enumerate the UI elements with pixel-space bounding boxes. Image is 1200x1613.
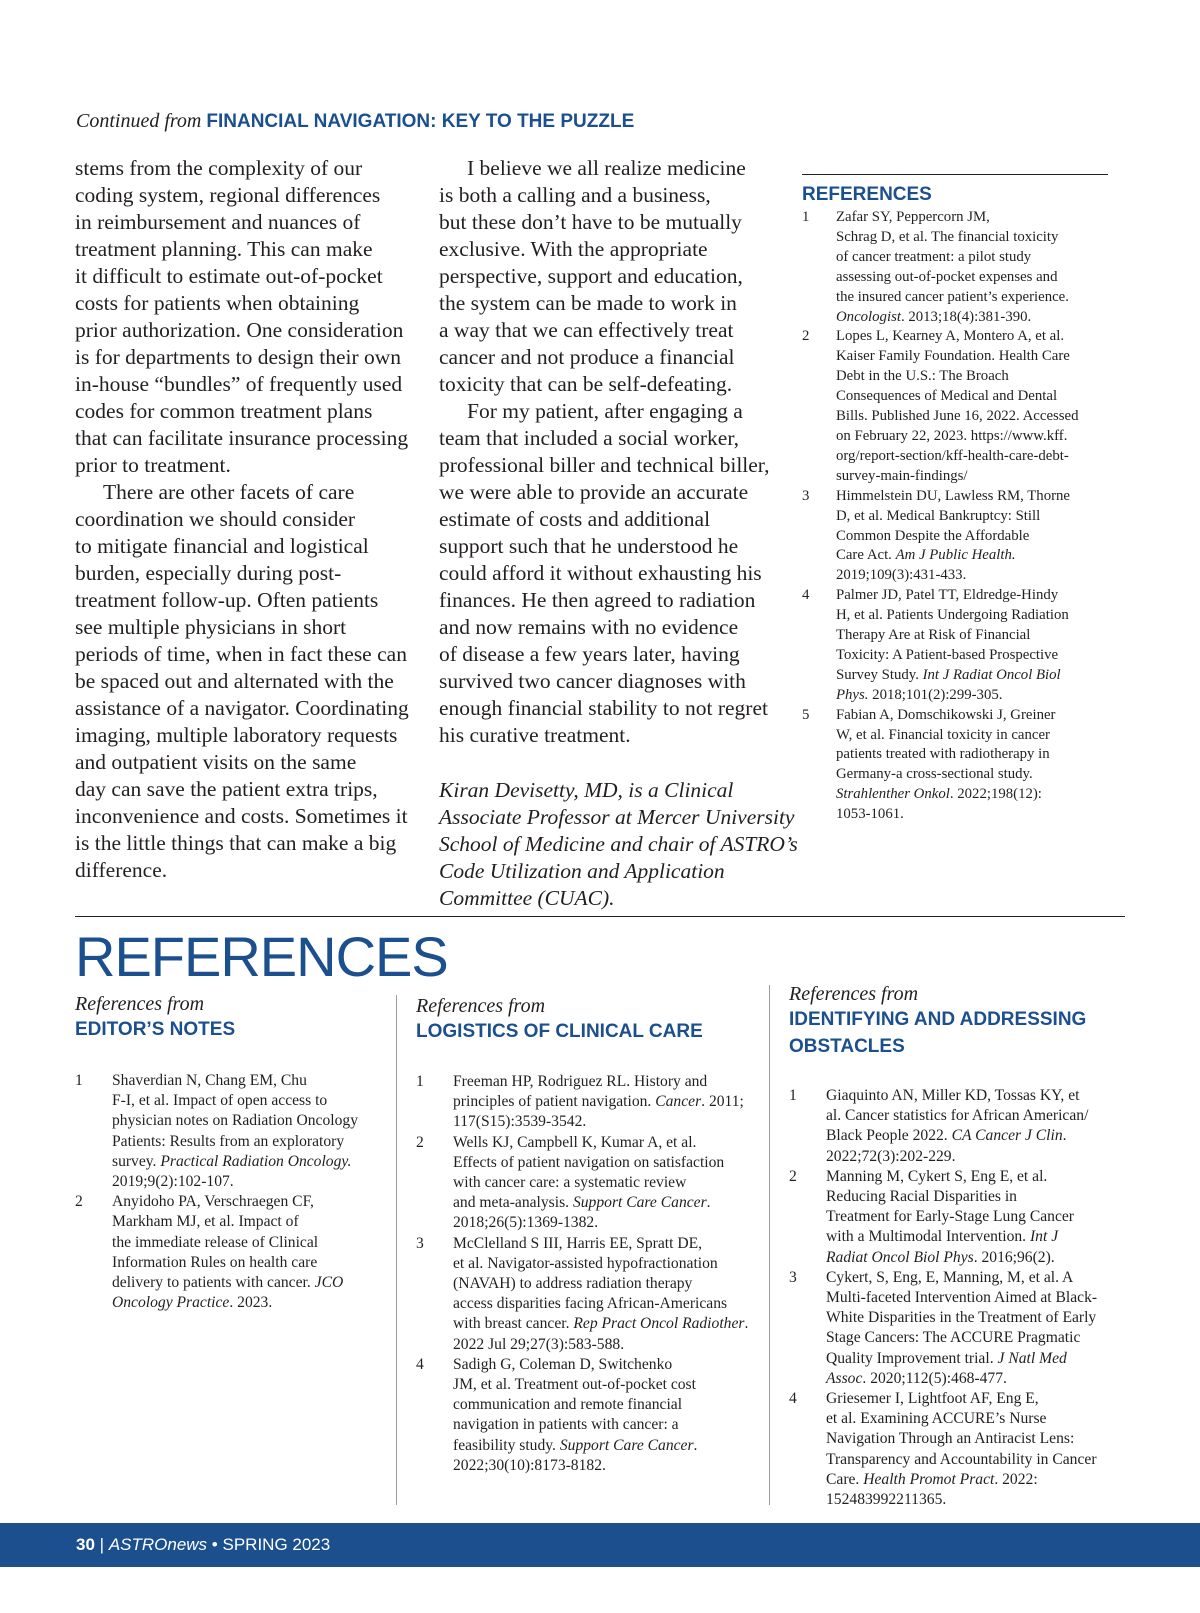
text-line: it difficult to estimate out-of-pocket — [75, 264, 383, 288]
reference-line: on February 22, 2023. https://www.kff. — [836, 427, 1068, 444]
text-line: that can facilitate insurance processing — [75, 426, 409, 450]
text-line: in-house “bundles” of frequently used — [75, 372, 403, 396]
journal-name: Phys. — [836, 686, 869, 703]
reference-line: survey. Practical Radiation Oncology. — [112, 1152, 352, 1170]
reference-item — [416, 1072, 766, 1133]
editors-notes-references — [75, 1071, 395, 1313]
references-group-heading: IDENTIFYING AND ADDRESSING OBSTACLES — [789, 1009, 1087, 1057]
reference-line: 2022;30(10):8173-8182. — [453, 1456, 606, 1474]
reference-line: with cancer care: a systematic review — [453, 1174, 687, 1192]
reference-line: the insured cancer patient’s experience. — [836, 288, 1069, 305]
text-line: see multiple physicians in short — [75, 615, 347, 639]
reference-line: principles of patient navigation. Cancer. 2011; — [453, 1093, 744, 1111]
text-line: exclusive. With the appropriate — [439, 237, 708, 261]
text-line: I believe we all realize medicine — [467, 156, 746, 180]
reference-line: feasibility study. Support Care Cancer. — [453, 1436, 698, 1454]
paragraph — [75, 155, 415, 479]
reference-line: assessing out-of-pocket expenses and — [836, 268, 1058, 285]
reference-line: Kaiser Family Foundation. Health Care — [836, 348, 1070, 365]
journal-name: Am J Public Health. — [895, 547, 1016, 564]
bio-line: Associate Professor at Mercer University — [439, 805, 795, 829]
reference-line: Care Act. Am J Public Health. — [836, 547, 1016, 564]
text-line: professional biller and technical biller, — [439, 453, 770, 477]
reference-item — [802, 706, 1122, 825]
journal-name: Assoc — [826, 1369, 863, 1387]
reference-line: Care. Health Promot Pract. 2022: — [826, 1470, 1038, 1488]
text-line: assistance of a navigator. Coordinating — [75, 696, 409, 720]
text-line: coordination we should consider — [75, 507, 356, 531]
reference-line: 117(S15):3539-3542. — [453, 1113, 587, 1131]
reference-line: Oncologist. 2013;18(4):381-390. — [836, 308, 1032, 325]
text-line: inconvenience and costs. Sometimes it — [75, 804, 408, 828]
journal-name: Strahlenther Onkol — [836, 786, 950, 803]
page-number: 30 — [76, 1535, 95, 1554]
reference-item — [416, 1133, 766, 1234]
reference-line: Giaquinto AN, Miller KD, Tossas KY, et — [826, 1087, 1080, 1104]
text-line: and outpatient visits on the same — [75, 750, 357, 774]
references-section-title: REFERENCES — [75, 925, 448, 988]
text-line: but these don’t have to be mutually — [439, 210, 742, 234]
text-line: There are other facets of care — [103, 480, 355, 504]
reference-line: Oncology Practice. 2023. — [112, 1294, 273, 1312]
text-line: day can save the patient extra trips, — [75, 777, 378, 801]
reference-line: delivery to patients with cancer. JCO — [112, 1274, 344, 1292]
footer-bullet: • — [211, 1535, 218, 1554]
reference-number: 4 — [416, 1355, 424, 1373]
page-footer — [0, 1523, 1200, 1567]
text-line: the system can be made to work in — [439, 291, 737, 315]
obstacles-references — [789, 1086, 1129, 1510]
section-divider — [75, 916, 1125, 917]
reference-line: Sadigh G, Coleman D, Switchenko — [453, 1355, 673, 1373]
reference-line: 2022 Jul 29;27(3):583-588. — [453, 1335, 625, 1353]
reference-line: Wells KJ, Campbell K, Kumar A, et al. — [453, 1133, 697, 1151]
text-line: codes for common treatment plans — [75, 399, 373, 423]
reference-number: 4 — [802, 587, 810, 604]
reference-line: 2018;26(5):1369-1382. — [453, 1214, 599, 1232]
reference-line: 1053-1061. — [836, 806, 904, 823]
reference-line: Information Rules on health care — [112, 1253, 318, 1271]
text-line: team that included a social worker, — [439, 426, 740, 450]
reference-line: physician notes on Radiation Oncology — [112, 1112, 358, 1130]
reference-line: al. Cancer statistics for African American/ — [826, 1107, 1089, 1125]
reference-line: with a Multimodal Intervention. Int J — [826, 1228, 1059, 1246]
reference-line: H, et al. Patients Undergoing Radiation — [836, 607, 1069, 624]
reference-number: 1 — [416, 1073, 424, 1090]
journal-name: Oncology Practice — [112, 1294, 230, 1312]
reference-line: Survey Study. Int J Radiat Oncol Biol — [836, 666, 1061, 683]
text-line: to mitigate financial and logistical — [75, 534, 369, 558]
reference-line: org/report-section/kff-health-care-debt- — [836, 447, 1069, 464]
reference-item — [802, 327, 1122, 486]
column-divider — [396, 995, 397, 1505]
text-line: stems from the complexity of our — [75, 156, 363, 180]
reference-line: Anyidoho PA, Verschraegen CF, — [112, 1193, 314, 1211]
reference-line: survey-main-findings/ — [836, 467, 968, 484]
journal-name: Oncologist — [836, 308, 901, 325]
reference-number: 1 — [75, 1072, 83, 1089]
reference-line: F-I, et al. Impact of open access to — [112, 1092, 328, 1110]
reference-line: Lopes L, Kearney A, Montero A, et al. — [836, 328, 1065, 345]
reference-line: D, et al. Medical Bankruptcy: Still — [836, 507, 1041, 524]
paragraph — [439, 398, 779, 749]
reference-number: 2 — [789, 1167, 797, 1185]
text-line: cancer and not produce a financial — [439, 345, 735, 369]
article-references-title: REFERENCES — [802, 184, 932, 205]
reference-item — [802, 586, 1122, 705]
continued-article-title: FINANCIAL NAVIGATION: KEY TO THE PUZZLE — [206, 111, 635, 132]
reference-line: Effects of patient navigation on satisfaction — [453, 1153, 725, 1171]
issue-label: SPRING 2023 — [222, 1535, 331, 1554]
paragraph — [75, 479, 415, 884]
text-line: in reimbursement and nuances of — [75, 210, 361, 234]
text-line: costs for patients when obtaining — [75, 291, 360, 315]
reference-line: communication and remote financial — [453, 1396, 683, 1414]
text-line: estimate of costs and additional — [439, 507, 711, 531]
bio-line: Kiran Devisetty, MD, is a Clinical — [439, 778, 734, 802]
text-line: support such that he understood he — [439, 534, 739, 558]
text-line: of disease a few years later, having — [439, 642, 740, 666]
text-line: we were able to provide an accurate — [439, 480, 749, 504]
reference-item — [416, 1355, 766, 1476]
reference-line: Quality Improvement trial. J Natl Med — [826, 1349, 1067, 1367]
reference-item — [789, 1086, 1129, 1167]
reference-line: et al. Navigator-assisted hypofractionation — [453, 1254, 718, 1272]
text-line: difference. — [75, 858, 168, 882]
text-line: could afford it without exhausting his — [439, 561, 762, 585]
reference-line: Markham MJ, et al. Impact of — [112, 1213, 299, 1231]
text-line: finances. He then agreed to radiation — [439, 588, 756, 612]
reference-line: Himmelstein DU, Lawless RM, Thorne — [836, 487, 1070, 504]
text-line: and now remains with no evidence — [439, 615, 739, 639]
references-from-label: References from — [789, 983, 919, 1005]
reference-line: Strahlenther Onkol. 2022;198(12): — [836, 786, 1042, 803]
reference-line: Zafar SY, Peppercorn JM, — [836, 209, 990, 225]
journal-name: JCO — [314, 1274, 344, 1292]
article-references-list — [802, 208, 1122, 825]
text-line: be spaced out and alternated with the — [75, 669, 394, 693]
reference-line: Navigation Through an Antiracist Lens: — [826, 1430, 1075, 1448]
text-line: burden, especially during post- — [75, 561, 342, 585]
journal-name: Practical Radiation Oncology. — [160, 1152, 352, 1170]
reference-line: Cykert, S, Eng, E, Manning, M, et al. A — [826, 1268, 1074, 1286]
text-line: his curative treatment. — [439, 723, 631, 747]
reference-number: 2 — [416, 1133, 424, 1151]
reference-line: Black People 2022. CA Cancer J Clin. — [826, 1127, 1067, 1145]
text-line: prior authorization. One consideration — [75, 318, 404, 342]
reference-line: 2019;9(2):102-107. — [112, 1173, 234, 1191]
reference-line: 2019;109(3):431-433. — [836, 567, 967, 584]
reference-line: Toxicity: A Patient-based Prospective — [836, 646, 1059, 663]
reference-item — [802, 487, 1122, 587]
continued-from-label: Continued from — [76, 110, 202, 132]
reference-line: Bills. Published June 16, 2022. Accessed — [836, 408, 1079, 425]
reference-line: access disparities facing African-Americans — [453, 1295, 728, 1313]
reference-item — [789, 1268, 1129, 1389]
reference-line: Shaverdian N, Chang EM, Chu — [112, 1072, 307, 1089]
journal-name: J Natl Med — [997, 1349, 1067, 1367]
reference-item — [802, 208, 1122, 327]
reference-item — [789, 1167, 1129, 1268]
reference-line: Reducing Racial Disparities in — [826, 1188, 1017, 1206]
reference-line: (NAVAH) to address radiation therapy — [453, 1275, 693, 1293]
reference-number: 3 — [802, 487, 810, 504]
reference-line: Germany-a cross-sectional study. — [836, 766, 1033, 783]
text-line: is for departments to design their own — [75, 345, 402, 369]
text-line: coding system, regional differences — [75, 183, 381, 207]
publication-name: ASTROnews — [108, 1535, 208, 1554]
reference-line: navigation in patients with cancer: a — [453, 1416, 679, 1434]
journal-name: Int J Radiat Oncol Biol — [922, 666, 1061, 683]
references-from-label: References from — [75, 993, 205, 1015]
reference-line: 152483992211365. — [826, 1491, 947, 1509]
reference-number: 2 — [802, 328, 810, 345]
body-column-1 — [75, 155, 415, 884]
reference-line: with breast cancer. Rep Pract Oncol Radiother. — [453, 1315, 749, 1333]
reference-number: 5 — [802, 706, 810, 723]
references-from-label: References from — [416, 995, 546, 1017]
reference-line: Manning M, Cykert S, Eng E, et al. — [826, 1167, 1048, 1185]
text-line: survived two cancer diagnoses with — [439, 669, 746, 693]
reference-line: McClelland S III, Harris EE, Spratt DE, — [453, 1234, 703, 1252]
text-line: treatment planning. This can make — [75, 237, 373, 261]
reference-line: Consequences of Medical and Dental — [836, 388, 1058, 405]
journal-name: Cancer — [655, 1093, 702, 1111]
journal-name: Health Promot Pract — [863, 1470, 995, 1488]
body-column-2 — [439, 155, 779, 749]
reference-line: Treatment for Early-Stage Lung Cancer — [826, 1208, 1074, 1226]
reference-line: White Disparities in the Treatment of Early — [826, 1309, 1097, 1327]
reference-line: of cancer treatment: a pilot study — [836, 248, 1032, 265]
text-line: is both a calling and a business, — [439, 183, 711, 207]
journal-name: Rep Pract Oncol Radiother — [573, 1315, 745, 1333]
reference-line: Multi-faceted Intervention Aimed at Black- — [826, 1289, 1098, 1307]
reference-item — [75, 1071, 395, 1192]
reference-line: patients treated with radiotherapy in — [836, 746, 1050, 763]
journal-name: Radiat Oncol Biol Phys — [826, 1248, 974, 1266]
journal-name: CA Cancer J Clin — [951, 1127, 1063, 1145]
reference-line: Therapy Are at Risk of Financial — [836, 627, 1031, 644]
reference-line: Stage Cancers: The ACCURE Pragmatic — [826, 1329, 1081, 1347]
reference-number: 1 — [789, 1087, 797, 1104]
paragraph — [439, 155, 779, 398]
reference-line: Debt in the U.S.: The Broach — [836, 368, 1009, 385]
reference-number: 3 — [789, 1268, 797, 1286]
text-line: treatment follow-up. Often patients — [75, 588, 379, 612]
bio-line: Code Utilization and Application — [439, 859, 725, 883]
reference-line: Palmer JD, Patel TT, Eldredge-Hindy — [836, 587, 1059, 604]
reference-line: and meta-analysis. Support Care Cancer. — [453, 1194, 711, 1212]
reference-line: Patients: Results from an exploratory — [112, 1132, 345, 1150]
references-group-heading: LOGISTICS OF CLINICAL CARE — [416, 1021, 703, 1042]
reference-line: Schrag D, et al. The financial toxicity — [836, 228, 1059, 245]
logistics-references — [416, 1072, 766, 1476]
author-bio — [439, 777, 798, 912]
journal-name: Support Care Cancer — [572, 1194, 707, 1212]
footer-separator: | — [99, 1535, 105, 1554]
reference-line: et al. Examining ACCURE’s Nurse — [826, 1410, 1047, 1428]
references-group-heading: EDITOR’S NOTES — [75, 1019, 236, 1040]
text-line: periods of time, when in fact these can — [75, 642, 407, 666]
text-line: perspective, support and education, — [439, 264, 743, 288]
reference-line: Radiat Oncol Biol Phys. 2016;96(2). — [826, 1248, 1055, 1266]
text-line: is the little things that can make a big — [75, 831, 397, 855]
column-divider — [769, 985, 770, 1505]
reference-line: Common Despite the Affordable — [836, 527, 1030, 544]
reference-item — [789, 1389, 1129, 1510]
text-line: a way that we can effectively treat — [439, 318, 734, 342]
references-top-rule — [802, 174, 1108, 175]
reference-line: JM, et al. Treatment out-of-pocket cost — [453, 1376, 696, 1394]
reference-line: Assoc. 2020;112(5):468-477. — [826, 1369, 1007, 1387]
reference-item — [416, 1234, 766, 1355]
reference-item — [75, 1192, 395, 1313]
reference-number: 3 — [416, 1234, 424, 1252]
reference-line: Phys. 2018;101(2):299-305. — [836, 686, 1003, 703]
text-line: toxicity that can be self-defeating. — [439, 372, 733, 396]
reference-line: Freeman HP, Rodriguez RL. History and — [453, 1073, 708, 1090]
reference-number: 2 — [75, 1193, 83, 1211]
journal-name: Int J — [1029, 1228, 1059, 1246]
text-line: enough financial stability to not regret — [439, 696, 768, 720]
reference-line: Fabian A, Domschikowski J, Greiner — [836, 706, 1056, 723]
reference-number: 1 — [802, 209, 810, 225]
reference-number: 4 — [789, 1390, 797, 1408]
bio-line: Committee (CUAC). — [439, 886, 615, 910]
text-line: imaging, multiple laboratory requests — [75, 723, 398, 747]
reference-line: Transparency and Accountability in Cancer — [826, 1450, 1097, 1468]
reference-line: 2022;72(3):202-229. — [826, 1147, 956, 1165]
reference-line: W, et al. Financial toxicity in cancer — [836, 726, 1050, 743]
text-line: prior to treatment. — [75, 453, 231, 477]
bio-line: School of Medicine and chair of ASTRO’s — [439, 832, 798, 856]
text-line: For my patient, after engaging a — [467, 399, 743, 423]
reference-line: the immediate release of Clinical — [112, 1233, 319, 1251]
journal-name: Support Care Cancer — [559, 1436, 694, 1454]
continued-header — [76, 110, 634, 133]
reference-line: Griesemer I, Lightfoot AF, Eng E, — [826, 1390, 1039, 1408]
